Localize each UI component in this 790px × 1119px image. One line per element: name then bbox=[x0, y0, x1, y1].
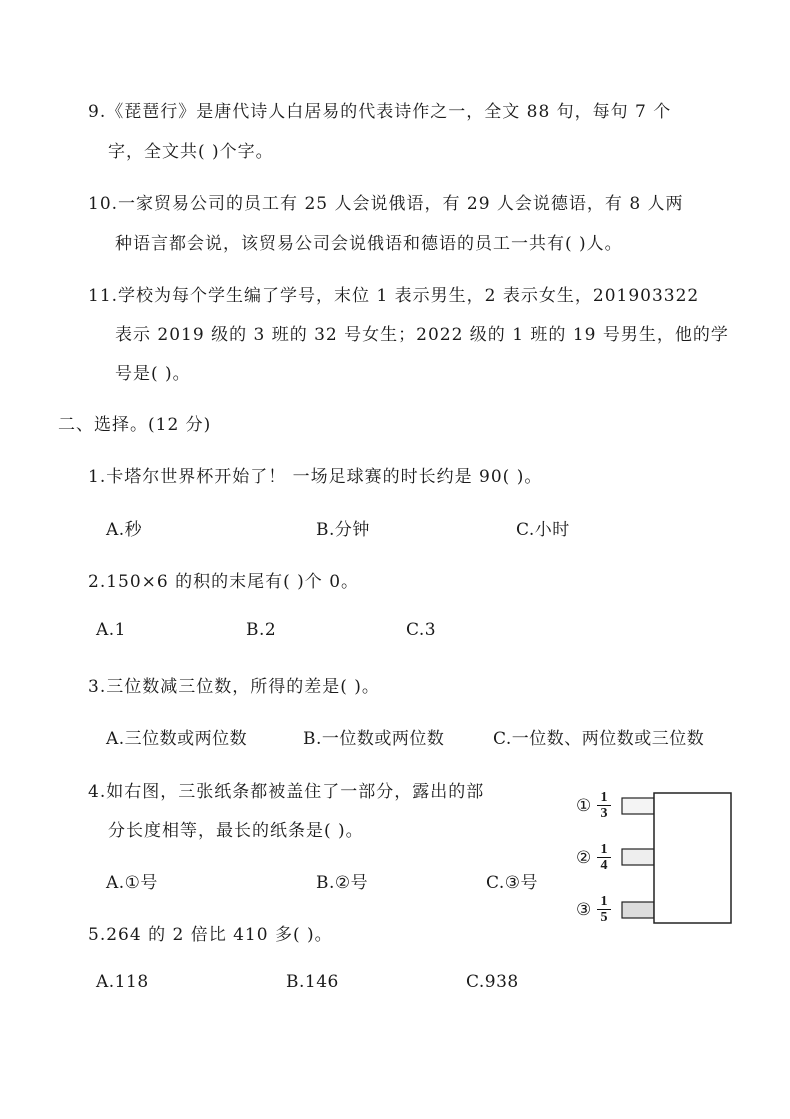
section-title: 二、选择。(12 分) bbox=[58, 415, 212, 435]
choice4-option-b: B.②号 bbox=[316, 873, 369, 893]
choice1-option-b: B.分钟 bbox=[316, 520, 370, 540]
fraction-2: $\frac{1}{4}$ bbox=[597, 842, 611, 873]
choice4-option-c: C.③号 bbox=[486, 873, 539, 893]
label-2: ② bbox=[576, 848, 592, 868]
choice5-option-b: B.146 bbox=[286, 972, 339, 992]
choice4-line2: 分长度相等，最长的纸条是( )。 bbox=[108, 821, 364, 841]
label-1: ① bbox=[576, 796, 592, 816]
q11-line3: 号是( )。 bbox=[115, 364, 191, 384]
fraction-1: $\frac{1}{3}$ bbox=[597, 790, 611, 821]
strip-2 bbox=[622, 849, 654, 865]
q10-line2: 种语言都会说，该贸易公司会说俄语和德语的员工一共有( )人。 bbox=[115, 234, 623, 254]
choice3-option-b: B.一位数或两位数 bbox=[303, 729, 445, 749]
choice2-question: 2.150×6 的积的末尾有( )个 0。 bbox=[88, 572, 360, 592]
choice2-option-b: B.2 bbox=[246, 620, 277, 640]
choice3-option-a: A.三位数或两位数 bbox=[106, 729, 248, 749]
choice2-option-c: C.3 bbox=[406, 620, 437, 640]
choice1-option-c: C.小时 bbox=[516, 520, 570, 540]
choice5-option-a: A.118 bbox=[96, 972, 149, 992]
q11-line2: 表示 2019 级的 3 班的 32 号女生；2022 级的 1 班的 19 号男生，他的学 bbox=[115, 325, 729, 345]
q9-line2: 字，全文共( )个字。 bbox=[108, 142, 274, 162]
fraction-3: $\frac{1}{5}$ bbox=[597, 894, 611, 925]
strip-1 bbox=[622, 798, 654, 814]
q11-line1: 11.学校为每个学生编了学号，末位 1 表示男生，2 表示女生，201903322 bbox=[88, 286, 700, 306]
cover-board bbox=[654, 793, 731, 923]
choice1-option-a: A.秒 bbox=[106, 520, 143, 540]
choice3-question: 3.三位数减三位数，所得的差是( )。 bbox=[88, 677, 380, 697]
q10-line1: 10.一家贸易公司的员工有 25 人会说俄语，有 29 人会说德语，有 8 人两 bbox=[88, 194, 684, 214]
strip-3 bbox=[622, 902, 654, 918]
choice4-line1: 4.如右图，三张纸条都被盖住了一部分，露出的部 bbox=[88, 782, 485, 802]
label-3: ③ bbox=[576, 900, 592, 920]
choice3-option-c: C.一位数、两位数或三位数 bbox=[493, 729, 705, 749]
choice5-question: 5.264 的 2 倍比 410 多( )。 bbox=[88, 925, 333, 945]
q9-line1: 9.《琵琶行》是唐代诗人白居易的代表诗作之一，全文 88 句，每句 7 个 bbox=[88, 102, 672, 122]
choice5-option-c: C.938 bbox=[466, 972, 519, 992]
choice2-option-a: A.1 bbox=[96, 620, 126, 640]
choice1-question: 1.卡塔尔世界杯开始了！ 一场足球赛的时长约是 90( )。 bbox=[88, 467, 543, 487]
choice4-option-a: A.①号 bbox=[106, 873, 158, 893]
paper-strips-figure bbox=[572, 786, 742, 931]
